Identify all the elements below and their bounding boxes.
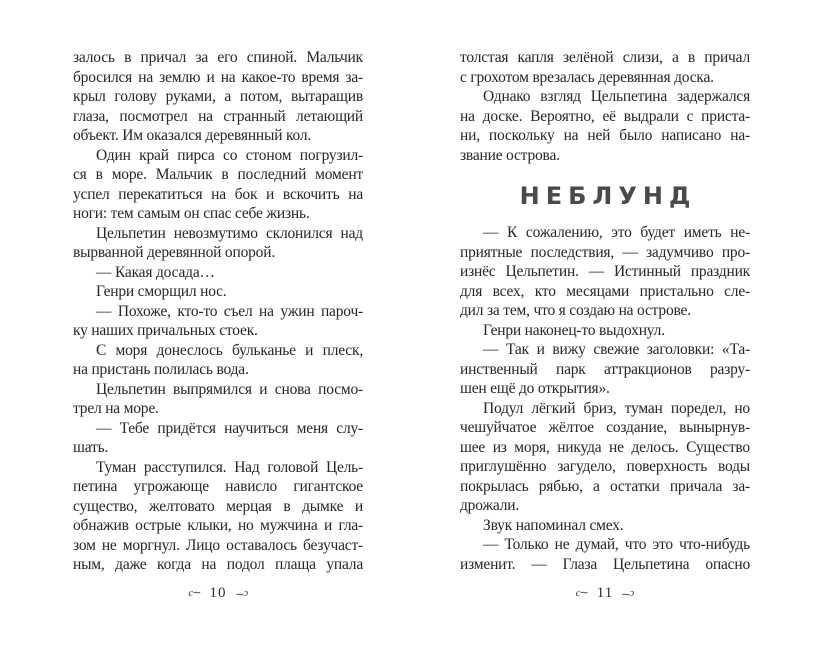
text-line: зом не моргнул. Лицо оставалось безучаст- [73, 536, 363, 554]
text-line: залось в причал за его спиной. Мальчик [73, 49, 363, 66]
text-line: изменит. — Глаза Цельпетина опасно [460, 555, 750, 573]
text-line: для всех, кто месяцами пристально сле- [460, 282, 750, 300]
text-line: Туман расступился. Над головой Цель- [96, 458, 363, 476]
text-line: Один край пирса со стоном погрузил- [96, 146, 363, 164]
text-line: ни, поскольку на ней было написано на- [460, 127, 750, 144]
page-right [460, 0, 750, 603]
footer-swash-right-icon: c∼ [235, 588, 248, 600]
page-left-footer [73, 584, 363, 604]
text-line: изнёс Цельпетин. — Истинный праздник [460, 263, 750, 280]
text-line: толстая капля зелёной слизи, а в причал [460, 49, 750, 66]
text-line: покрылась рябью, а остатки причала за- [460, 477, 750, 495]
text-line: приятные последствия, — задумчиво про- [460, 243, 750, 261]
text-line: шать. [73, 439, 109, 456]
text-line: ку наших причальных стоек. [73, 322, 258, 339]
text-line: обнажив острые клыки, но мужчина и гла- [73, 517, 363, 534]
text-line: ным, даже когда на подол плаща упала [73, 556, 363, 573]
page-right-footer [460, 583, 750, 603]
text-line: петина угрожающе нависло гигантское [73, 478, 363, 495]
text-line: шее из моря, никуда не делось. Существо [460, 438, 750, 456]
text-line: Цельпетин выпрямился и снова посмо- [96, 380, 363, 398]
footer-swash-left-icon: c∼ [575, 586, 588, 599]
text-line: чешуйчатое жёлтое создание, вынырнув- [460, 419, 750, 436]
text-line: — Какая досада… [96, 263, 215, 281]
page-number-left: 10 [209, 585, 227, 601]
text-line: на пристань полилась вода. [73, 361, 249, 378]
text-line: — Тебе придётся научиться меня слу- [96, 419, 363, 437]
text-line: Генри наконец-то выдохнул. [483, 321, 665, 339]
text-line: — Похоже, кто-то съел на ужин пароч- [96, 302, 363, 320]
text-line: — Только не думай, что это что-нибудь [483, 536, 750, 553]
page-left [73, 0, 363, 604]
text-line: бросился на землю и на какое-то время за- [73, 68, 363, 86]
text-line: дил за тем, что я создаю на острове. [460, 302, 691, 319]
text-line: дрожали. [460, 497, 520, 514]
text-line: объект. Им оказался деревянный кол. [73, 127, 312, 144]
text-line: ся в море. Мальчик в последний момент [73, 166, 363, 183]
text-line: глаза, посмотрел на странный летающий [73, 107, 363, 125]
text-line: приглушённо загудело, поверхность воды [460, 458, 750, 475]
footer-swash-right-icon: c∼ [622, 587, 635, 600]
text-line: Цельпетин невозмутимо склонился над [96, 224, 363, 242]
text-line: — Так и вижу свежие заголовки: «Та- [483, 341, 750, 358]
chapter-heading: НЕБЛУНД [519, 182, 697, 210]
text-line: Однако взгляд Цельпетина задержался [483, 88, 750, 105]
text-line: вырванной деревянной опорой. [73, 244, 276, 261]
text-line: крыл голову руками, а потом, вытаращив [73, 88, 363, 105]
text-line: ноги: тем самым он спас себе жизнь. [73, 205, 310, 222]
text-line: Генри сморщил нос. [96, 283, 227, 300]
text-line: звание острова. [460, 146, 560, 164]
text-line: шен ещё до открытия». [460, 380, 610, 397]
text-line: Звук напоминал смех. [483, 516, 624, 534]
text-line: с грохотом врезалась деревянная доска. [460, 68, 714, 86]
page-right-text [460, 48, 750, 574]
text-line: С моря донеслось бульканье и плеск, [96, 341, 363, 359]
text-line: существо, желтовато мерцая в дымке и [73, 497, 363, 515]
text-line: инственный парк аттракционов разру- [460, 360, 750, 378]
text-line: успел перекатиться на бок и вскочить на [73, 185, 363, 203]
text-line: — К сожалению, это будет иметь не- [483, 224, 750, 241]
page-left-text [73, 48, 363, 575]
footer-swash-left-icon: c∼ [188, 587, 201, 599]
text-line: трел на море. [73, 400, 159, 417]
text-line: Подул лёгкий бриз, туман поредел, но [483, 399, 750, 417]
page-number-right: 11 [596, 584, 614, 601]
text-line: на доске. Вероятно, её выдрали с приста- [460, 107, 750, 125]
